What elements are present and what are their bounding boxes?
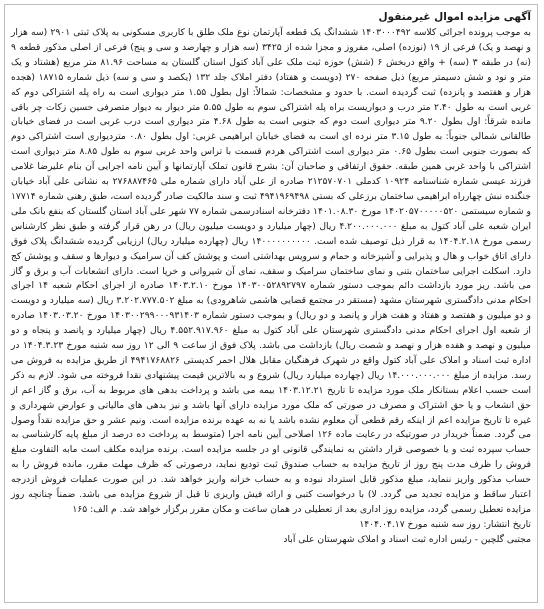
auction-notice bbox=[4, 4, 538, 603]
notice-title: آگهی مزایده اموال غیرمنقول bbox=[378, 11, 531, 23]
signature-line: مجتبی گلچین - رئیس اداره ثبت اسناد و املاک شهرستان علی آباد bbox=[283, 533, 531, 545]
notice-body: به موجب پرونده اجرائی کلاسه ۱۴۰۳۰۰۰۴۹۲ ششدانگ یک قطعه آپارتمان نوع ملک طلق با کاربری مسکونی به پلاک ثبتی ۲۹۰۱ (سه هزار و نهصد و یک) فرعی از ۱۹ (نوزده) اصلی، مفروز و مجزا شده از ۳۴۲۵ (سه هزار و چهارصد و سی و پنج) فرعی از اصلی مذکور قطعه ۹ (نه) در طبقه ۳ (سه) + واقع دربخش ۶ (شش) حوزه ثبت ملک علی آباد کتول استان گلستان به مساحت ۸۱.۹۶ متر مربع (هشتاد و یک متر و نود و شش دسیمتر مربع) ذیل صفحه ۲۷۰ (دویست و هفتاد) دفتر املاک جلد ۱۳۲ (یکصد و سی و سه) ذیل شماره ۱۸۷۱۵ (هجده هزار و هفتصد و پانزده) ثبت گردیده است. با حدود و مشخصات: شمالاً: اول بطول ۱.۵۵ متر دیواری است به راه پله اشتراکی دوم که غربی است به طول ۲.۴۰ متر درب و دیواریست براه پله اشتراکی سوم به طول ۵.۵۵ متر دیوار به دیوار متصرفی حسین زکات چر باقی مانده شرقاً: اول بطول ۹.۲۰ متر دیواری است دوم که جنوبی است به طول ۴.۶۸ متر دیواری است درب غربی است در فضای خیابان طالقانی شمالی جنوباً: به طول ۳.۱۵ متر نرده ای است به فضای خیابان ابراهیمی غربی: اول بطول ۰.۸۰ متردیواری است اشتراکی دوم که بصورت جنوبی است بطول ۰.۶۵ متر دیواری است اشتراکی هردم قسمت با تراس واحد غربی سوم به طول ۸.۸۵ متر دیواری است اشتراکی با واحد غربی همین طبقه. حقوق ارتفاقی و صاحبان آن: بشرح قانون تملک آپارتمانها و آیین نامه اجرایی آن بنام علیرضا غلامی فرزند عیسی شماره شناسنامه ۱۰۹۲۴ کدملی ۲۱۲۵۷۰۷۰۱ صادره از علی آباد دارای شماره ملی ۲۷۶۸۸۷۴۶۵ به نشانی علی آباد خیابان جنگنده نبش چهارراه ابراهیمی ساختمان برزعلی که بستی ۴۹۴۱۹۶۹۴۹۸ ثبت و سند مالکیت صادر گردیده است، طبق رهنی شماره ۱۷۷۱۴ و شماره سیستمی ۱۴۰۲۰۵۷۰۰۰۰۰۵۲۰ مورخ ۱۴۰۱.۰۸.۳۰ دفترخانه اسنادرسمی شماره ۷۷ شهر علی آباد استان گلستان که بنفع بانک ملی ایران شعبه علی آباد کتول به مبلغ ۴.۲۰۰.۰۰۰.۰۰۰ ریال (چهار میلیارد و دویست میلیون ریال) در رهن قرار گرفته و طبق نظر کارشناس رسمی مورخ ۱۴۰۴.۲.۱۸ به قرار ذیل توصیف شده است. ۱۴۰۰۰۰۰۰۰۰۰۰ ریال (چهارده میلیارد ریال) ارزیابی گردیده ششدانگ پلاک فوق دارای اتاق خواب و هال و پذیرایی و آشپزخانه و حمام و سرویس بهداشتی است و پوشش کف آن سرامیک و دیوارها و سقف و پوشش کج دارد. اسکلت اجرایی ساختمان بتنی و نمای ساختمان سرامیک و سقف، نمای آن شیروانی و خرپا است. دارای انشعابات آب و برق و گاز می باشد. ریز مورد بازداشت دائم بموجب دستور شماره ۱۴۰۳۰۰۵۲۸۹۲۷۹۷ مورخ ۱۴۰۳.۲.۱۰ صادره از اجرای احکام شعبه ۱۴ اجرای احکام مدنی دادگستری شهرستان مشهد (مستقر در مجتمع قضایی هاشمی شاهرودی) به مبلغ ۳.۲۰۲.۷۷۷.۵۰۲ ریال (سه میلیارد و دویست و دو میلیون و هفتصد و هفتاد و هفت هزار و پانصد و دو ریال) و بموجب دستور شماره ۱۴۰۳۰۰۲۹۹۰۰۰۹۳۱۴۰۳ مورخ ۱۴۰۳.۰۳.۲۰ صادره از شعبه اول اجرای احکام مدنی دادگستری شهرستان علی آباد کتول به مبلغ ۴.۵۵۲.۹۱۷.۹۶۰ ریال (چهار میلیارد و پانصد و پنجاه و دو میلیون و نهصد و هفده هزار و نهصد و شصت ریال) بازداشت می باشد. پلاک فوق از ساعت ۹ الی ۱۲ روز سه شنبه مورخ ۱۴۰۴.۳.۲۳ در اداره ثبت اسناد و املاک علی آباد کتول واقع در شهرک فرهنگیان مقابل هلال احمر کدپستی ۴۹۴۱۷۶۸۸۲۶ از طریق مزایده به فروش می رسد. مزایده از مبلغ ۱۴.۰۰۰.۰۰۰.۰۰۰ ریال (چهارده میلیارد ریال) شروع و به بالاترین قیمت پیشنهادی نقدا فروخته می شود. لازم به ذکر است حسب اعلام بستانکار ملک مورد مزایده تا تاریخ ۱۴۰۳.۱۲.۲۱ بیمه می باشد و پرداخت بدهی های مربوط به آب، برق و گاز اعم از حق انشعاب و یا حق اشتراک و مصرف در صورتی که ملک مورد مزایده دارای آنها باشد و نیز بدهی های مالیاتی و عوارض شهرداری و غیره تا تاریخ مزایده اعم از اینکه رقم قطعی آن معلوم نشده باشد یا نه به عهده برنده مزایده است. ونیم عشر و حق مزایده نقداً وصول می گردد. ضمناً خریدار در صورتیکه در رعایت ماده ۱۲۶ اصلاحی آیین نامه اجرا (متوسط به پرداخت ده درصد از مبلغ پایه کارشناسی به حساب سپرده ثبت و یا خصوصی قرار داشتن به نمایندگی قانونی او در جلسه مزایده است. برنده مزایده مکلف است مابه التفاوت مبلغ فروش را ظرف مدت پنج روز از تاریخ مزایده به حساب صندوق ثبت تودیع نماید، درصورتی که ظرف مهلت مقرر، مانده فروش را به حساب مذکور واریز ننماید، مبلغ مذکور قابل استرداد نبوده و به حساب خزانه واریز خواهد شد. در این صورت عملیات فروش ازدرجه اعتبار ساقط و مزایده تجدید می گردد. لا) با درخواست کتبی و ارائه فیش واریزی تا قبل از شروع مزایده می باشد. ضمناً چنانچه روز مزایده تعطیل رسمی گردد، مزایده روز اداری بعد از تعطیلی در همان ساعت و مکان مقرر برگزار خواهد شد. م الف: ۱۶۵ bbox=[11, 27, 532, 515]
publish-date: تاریخ انتشار: روز سه شنبه مورخ ۱۴۰۴.۰۴.۱۷ bbox=[359, 518, 531, 530]
